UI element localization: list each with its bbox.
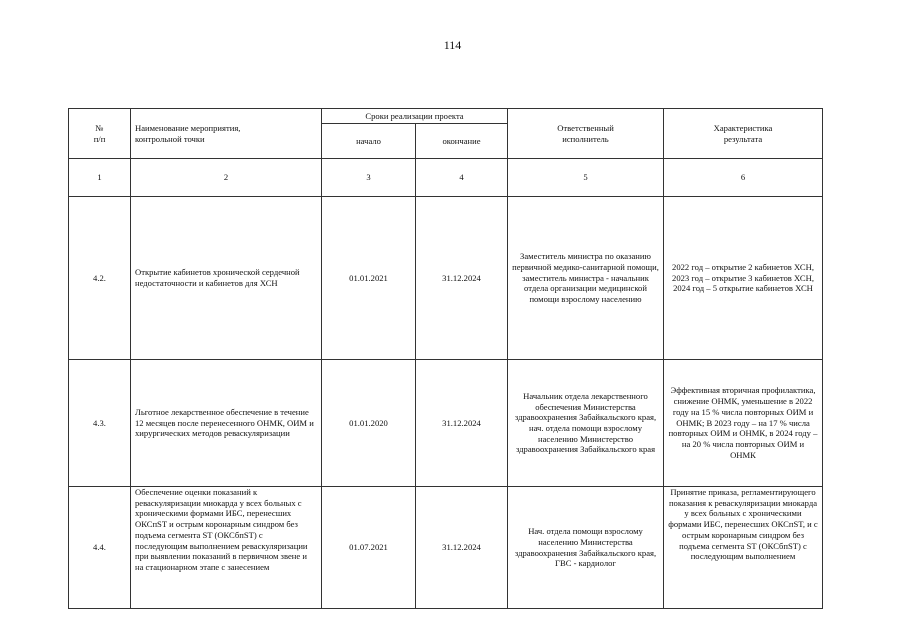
col-number: 5 xyxy=(508,159,664,197)
header-num: № п/п xyxy=(69,109,131,159)
column-number-row xyxy=(69,159,823,197)
measures-table xyxy=(68,108,823,609)
row-end: 31.12.2024 xyxy=(416,197,508,360)
table-row xyxy=(69,197,823,360)
row-name: Льготное лекарственное обеспечение в течение 12 месяцев после перенесенного ОНМК, ОИМ и хирургических методов реваскуляризации xyxy=(131,360,322,487)
row-start: 01.01.2021 xyxy=(322,197,416,360)
header-result: Характеристика результата xyxy=(664,109,823,159)
row-name: Обеспечение оценки показаний к реваскуляризации миокарда у всех больных с хроническими формами ИБС, перенесших ОКСпST и острым коронарным синдром без подъема сегмента ST (ОКСбпST) с последующим выполнением реваскуляризации при выявлении показаний в первичном звене и на стационарном этапе с занесением xyxy=(135,487,308,573)
row-result: Принятие приказа, регламентирующего показания к реваскуляризации миокарда у всех больных с хроническими формами ИБС, перенесших ОКСпST, и с острым коронарным синдром без подъема сегмента ST (ОКСбпST) с последующим выполнением xyxy=(668,487,818,562)
row-result: 2022 год – открытие 2 кабинетов ХСН, 2023 год – открытие 3 кабинетов ХСН, 2024 год – 5 открытие кабинетов ХСН xyxy=(664,197,823,360)
row-responsible: Заместитель министра по оказанию первичной медико-санитарной помощи, заместитель министра - начальник отдела организации медицинской помощи взрослому населению xyxy=(508,197,664,360)
row-start: 01.01.2020 xyxy=(322,360,416,487)
row-end: 31.12.2024 xyxy=(416,360,508,487)
row-responsible: Нач. отдела помощи взрослому населению Министерства здравоохранения Забайкальского края, ГВС - кардиолог xyxy=(508,487,664,609)
header-start: начало xyxy=(322,124,416,159)
row-start: 01.07.2021 xyxy=(322,487,416,609)
col-number: 1 xyxy=(69,159,131,197)
page-number: 114 xyxy=(443,38,462,52)
row-result: Эффективная вторичная профилактика, снижение ОНМК, уменьшение в 2022 году на 15 % числа повторных ОИМ и ОНМК; В 2023 году – на 17 % числа повторных ОИМ и ОНМК, в 2024 году – на 20 % числа повторных ОИМ и ОНМК xyxy=(664,360,823,487)
col-number: 4 xyxy=(416,159,508,197)
table-row xyxy=(69,487,823,609)
row-responsible: Начальник отдела лекарственного обеспечения Министерства здравоохранения Забайкальского края, нач. отдела помощи взрослому населению Министерство здравоохранения Забайкальского края xyxy=(508,360,664,487)
header-period: Сроки реализации проекта xyxy=(322,109,508,124)
row-num: 4.2. xyxy=(69,197,131,360)
table-row xyxy=(69,360,823,487)
header-end: окончание xyxy=(416,124,508,159)
col-number: 6 xyxy=(664,159,823,197)
row-num: 4.4. xyxy=(69,487,131,609)
row-end: 31.12.2024 xyxy=(416,487,508,609)
row-num: 4.3. xyxy=(69,360,131,487)
header-responsible: Ответственный исполнитель xyxy=(508,109,664,159)
col-number: 3 xyxy=(322,159,416,197)
header-name: Наименование мероприятия, контрольной точки xyxy=(131,109,322,159)
col-number: 2 xyxy=(131,159,322,197)
row-name: Открытие кабинетов хронической сердечной недостаточности и кабинетов для ХСН xyxy=(131,197,322,360)
